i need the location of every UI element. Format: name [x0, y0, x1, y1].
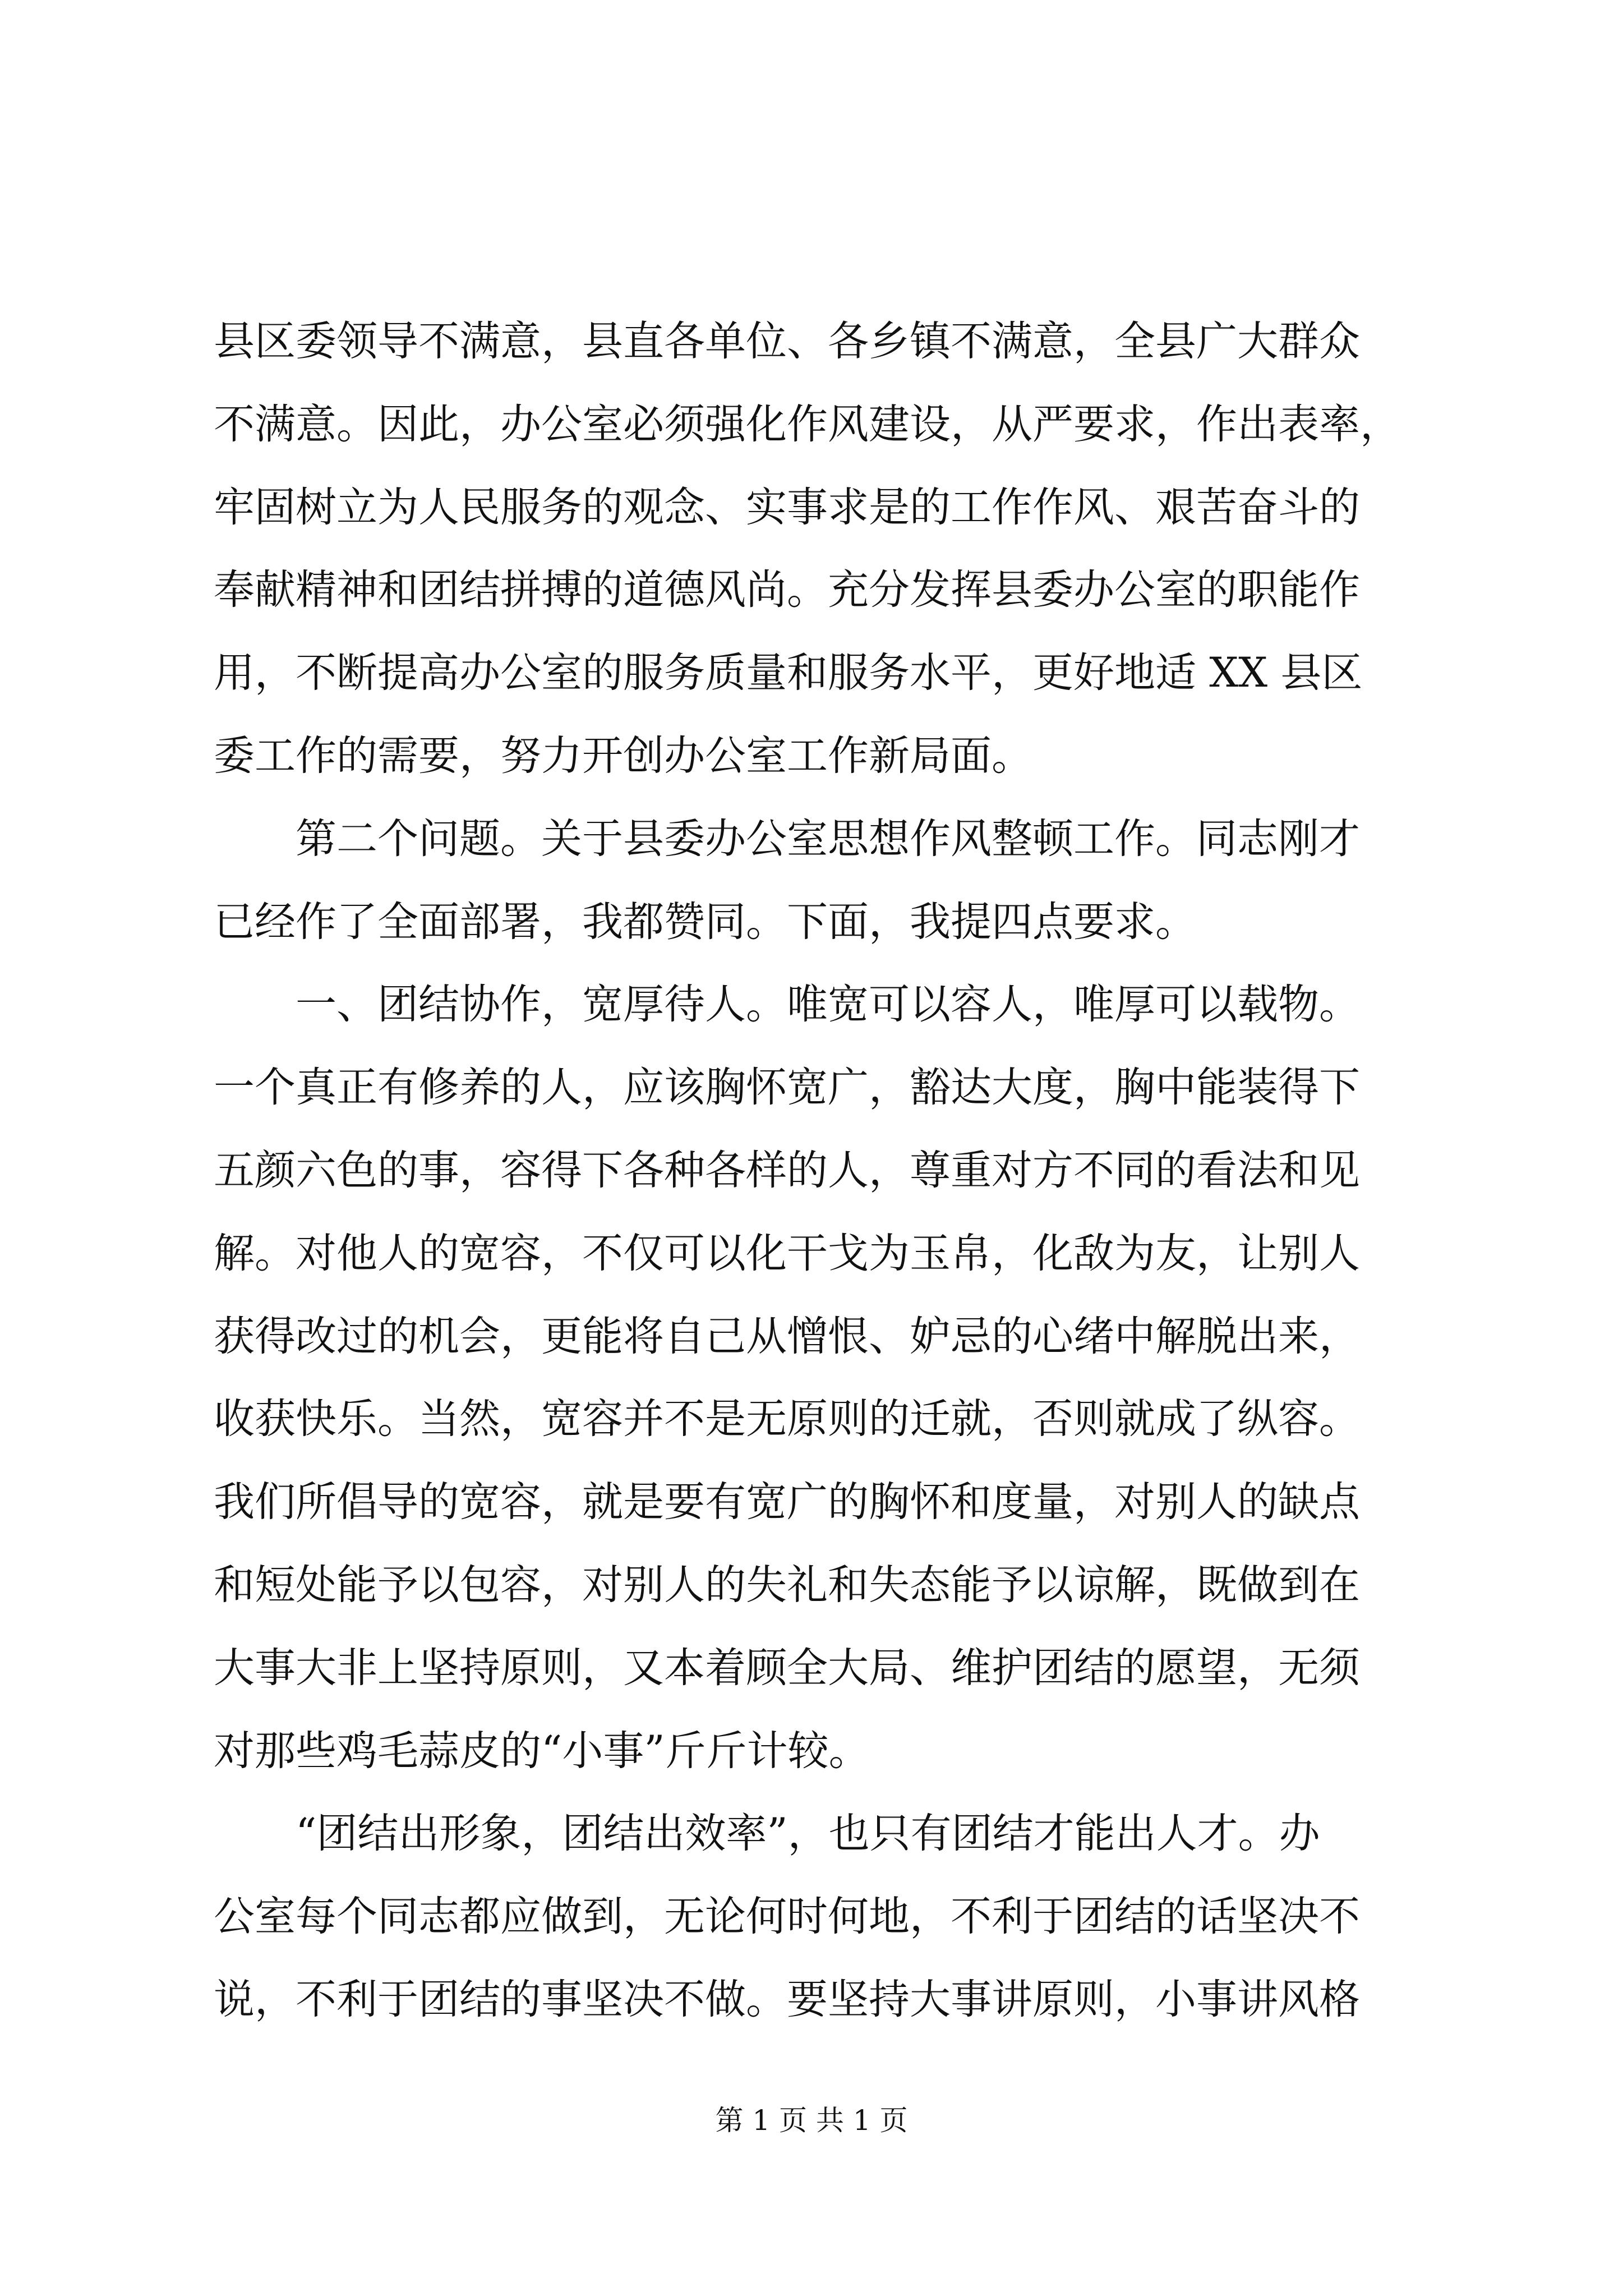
text-line: 牢固树立为人民服务的观念、实事求是的工作作风、艰苦奋斗的: [214, 483, 1360, 531]
text-line: “团结出形象，团结出效率”，也只有团结才能出人才。办: [296, 1810, 1320, 1858]
text-line: 奉献精神和团结拼搏的道德风尚。充分发挥县委办公室的职能作: [214, 566, 1360, 614]
text-line: 公室每个同志都应做到，无论何时何地，不利于团结的话坚决不: [214, 1893, 1360, 1941]
text-line: 不满意。因此，办公室必须强化作风建设，从严要求，作出表率，: [214, 400, 1401, 448]
body-text: [214, 300, 1414, 2041]
page-footer: 第 1 页 共 1 页: [715, 2104, 908, 2137]
text-line: 用，不断提高办公室的服务质量和服务水平，更好地适 XX 县区: [214, 649, 1363, 697]
text-line: 一个真正有修养的人，应该胸怀宽广，豁达大度，胸中能装得下: [214, 1064, 1360, 1112]
text-line: 县区委领导不满意，县直各单位、各乡镇不满意，全县广大群众: [214, 318, 1360, 365]
text-line: 对那些鸡毛蒜皮的“小事”斤斤计较。: [214, 1727, 870, 1775]
text-line: 和短处能予以包容，对别人的失礼和失态能予以谅解，既做到在: [214, 1561, 1360, 1609]
text-line: 一、团结协作，宽厚待人。唯宽可以容人，唯厚可以载物。: [296, 981, 1360, 1029]
text-line: 收获快乐。当然，宽容并不是无原则的迁就，否则就成了纵容。: [214, 1395, 1360, 1443]
text-line: 五颜六色的事，容得下各种各样的人，尊重对方不同的看法和见: [214, 1146, 1360, 1194]
text-line: 解。对他人的宽容，不仅可以化干戈为玉帛，化敌为友，让别人: [214, 1229, 1360, 1277]
text-line: 获得改过的机会，更能将自己从憎恨、妒忌的心绪中解脱出来，: [214, 1312, 1360, 1360]
text-line: 我们所倡导的宽容，就是要有宽广的胸怀和度量，对别人的缺点: [214, 1478, 1360, 1526]
text-line: 说，不利于团结的事坚决不做。要坚持大事讲原则，小事讲风格: [214, 1975, 1360, 2023]
text-line: 委工作的需要，努力开创办公室工作新局面。: [214, 731, 1032, 780]
text-line: 第二个问题。关于县委办公室思想作风整顿工作。同志刚才: [296, 815, 1360, 863]
text-line: 大事大非上坚持原则，又本着顾全大局、维护团结的愿望，无须: [214, 1644, 1360, 1692]
text-line: 已经作了全面部署，我都赞同。下面，我提四点要求。: [214, 898, 1196, 946]
